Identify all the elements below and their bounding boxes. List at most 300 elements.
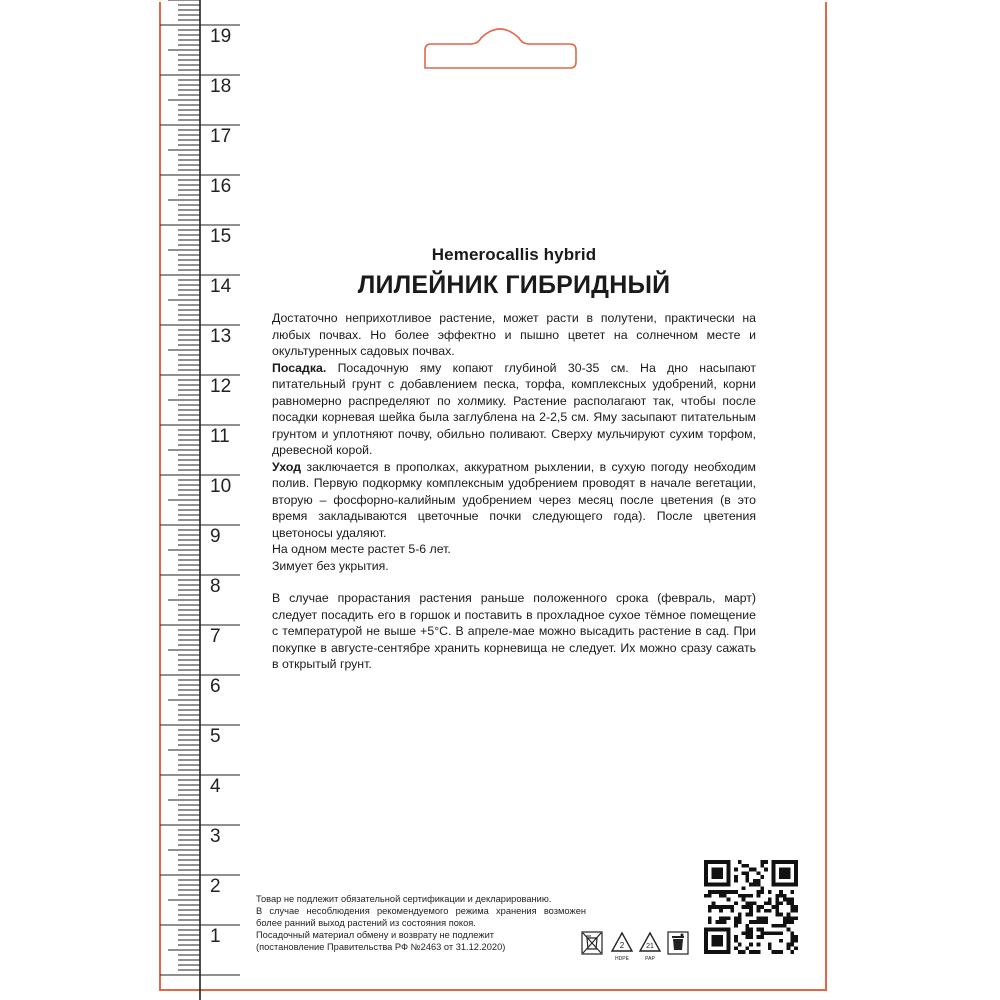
qr-module — [749, 894, 753, 898]
qr-module — [772, 883, 776, 887]
qr-module — [704, 928, 708, 932]
qr-module — [775, 894, 779, 898]
qr-module — [753, 879, 757, 883]
qr-module — [742, 894, 746, 898]
no-trash-icon — [580, 930, 604, 964]
qr-module — [760, 875, 764, 879]
qr-module — [749, 920, 753, 924]
qr-module — [790, 950, 794, 954]
qr-module — [760, 920, 764, 924]
qr-module — [727, 864, 731, 868]
qr-module — [708, 916, 712, 920]
qr-module — [708, 894, 712, 898]
qr-module — [727, 898, 731, 902]
qr-module — [772, 905, 776, 909]
latin-name: Hemerocallis hybrid — [431, 245, 597, 264]
qr-module — [790, 860, 794, 864]
qr-module — [775, 901, 779, 905]
qr-module — [790, 943, 794, 947]
qr-module — [787, 875, 791, 879]
qr-module — [712, 890, 716, 894]
qr-module — [787, 871, 791, 875]
qr-module — [708, 905, 712, 909]
qr-module — [783, 868, 787, 872]
qr-module — [719, 860, 723, 864]
qr-module — [779, 894, 783, 898]
qr-module — [749, 901, 753, 905]
qr-module — [712, 950, 716, 954]
recycle-pap-code: 21 — [646, 943, 654, 950]
qr-module — [794, 875, 798, 879]
qr-module — [715, 928, 719, 932]
qr-module — [719, 890, 723, 894]
qr-module — [719, 939, 723, 943]
qr-module — [787, 868, 791, 872]
qr-module — [779, 939, 783, 943]
recycle-pap-label: PAP — [645, 956, 655, 962]
qr-module — [745, 924, 749, 928]
qr-module — [794, 868, 798, 872]
trash-bin-icon — [666, 930, 690, 964]
qr-module — [727, 935, 731, 939]
qr-module — [715, 883, 719, 887]
packaging-icons — [580, 930, 692, 964]
qr-module — [734, 916, 738, 920]
qr-module — [719, 916, 723, 920]
qr-module — [742, 898, 746, 902]
qr-module — [727, 931, 731, 935]
qr-module — [719, 950, 723, 954]
qr-module — [794, 871, 798, 875]
qr-module — [745, 928, 749, 932]
qr-module — [745, 879, 749, 883]
qr-module — [779, 868, 783, 872]
qr-module — [760, 864, 764, 868]
qr-module — [772, 879, 776, 883]
qr-module — [719, 871, 723, 875]
qr-module — [745, 894, 749, 898]
qr-module — [727, 939, 731, 943]
qr-module — [783, 920, 787, 924]
qr-module — [704, 935, 708, 939]
qr-code — [704, 860, 798, 954]
qr-module — [727, 860, 731, 864]
qr-module — [772, 860, 776, 864]
ruler-ticks — [0, 0, 260, 1000]
qr-module — [787, 920, 791, 924]
qr-module — [753, 950, 757, 954]
qr-module — [790, 898, 794, 902]
qr-module — [727, 890, 731, 894]
qr-module — [723, 928, 727, 932]
recycle-hdpe-icon — [610, 930, 634, 964]
qr-module — [712, 905, 716, 909]
ruler-number: 6 — [210, 676, 221, 697]
qr-module — [704, 868, 708, 872]
qr-module — [738, 894, 742, 898]
qr-module — [723, 894, 727, 898]
qr-module — [727, 946, 731, 950]
planting-label: Посадка. — [272, 360, 327, 375]
qr-module — [749, 928, 753, 932]
ruler-number: 17 — [210, 126, 232, 147]
product-description — [272, 245, 756, 673]
qr-module — [768, 898, 772, 902]
qr-module — [783, 916, 787, 920]
qr-module — [772, 875, 776, 879]
one-place-line: На одном месте растет 5-6 лет. — [272, 542, 451, 556]
qr-module — [719, 868, 723, 872]
qr-module — [727, 950, 731, 954]
qr-module — [779, 950, 783, 954]
qr-module — [708, 883, 712, 887]
qr-module — [753, 901, 757, 905]
qr-module — [742, 864, 746, 868]
qr-module — [719, 905, 723, 909]
qr-module — [790, 931, 794, 935]
qr-module — [790, 920, 794, 924]
sprouting-paragraph: В случае прорастания растения раньше положенного срока (февраль, март) следует посадить его в горшок и поставить в прохладное сухое тёмное помещение с температурой не выше +5°С. В апреле-мае можно высадить растение в сад. При покупке в августе-сентябре хранить корневища не следует. Их можно сразу сажать в открытый грунт. — [272, 591, 756, 671]
qr-module — [779, 871, 783, 875]
qr-module — [790, 916, 794, 920]
planting-paragraph — [272, 360, 756, 459]
ruler-number: 16 — [210, 176, 232, 197]
qr-module — [764, 909, 768, 913]
qr-module — [790, 883, 794, 887]
qr-module — [794, 905, 798, 909]
qr-module — [745, 864, 749, 868]
ruler-number: 1 — [210, 926, 221, 947]
qr-module — [715, 860, 719, 864]
ruler-number: 19 — [210, 26, 232, 47]
qr-module — [749, 935, 753, 939]
qr-module — [742, 950, 746, 954]
qr-module — [757, 905, 761, 909]
qr-module — [757, 909, 761, 913]
care-label: Уход — [272, 459, 302, 474]
qr-module — [760, 931, 764, 935]
qr-module — [772, 871, 776, 875]
qr-module — [704, 875, 708, 879]
ruler — [0, 0, 260, 1000]
qr-module — [757, 871, 761, 875]
qr-module — [704, 946, 708, 950]
qr-module — [734, 924, 738, 928]
qr-module — [742, 886, 746, 890]
qr-module — [723, 860, 727, 864]
winter-line: Зимует без укрытия. — [272, 558, 389, 573]
qr-module — [794, 864, 798, 868]
ruler-number: 15 — [210, 226, 232, 247]
qr-module — [775, 898, 779, 902]
qr-module — [757, 879, 761, 883]
qr-module — [742, 931, 746, 935]
qr-module — [704, 931, 708, 935]
qr-module — [742, 905, 746, 909]
qr-module — [723, 916, 727, 920]
qr-module — [715, 868, 719, 872]
care-paragraph — [272, 459, 756, 542]
recycle-pap-icon — [638, 930, 662, 964]
qr-module — [715, 950, 719, 954]
qr-module — [715, 890, 719, 894]
qr-module — [727, 868, 731, 872]
qr-module — [712, 871, 716, 875]
qr-module — [787, 901, 791, 905]
qr-module — [760, 860, 764, 864]
qr-module — [775, 950, 779, 954]
qr-module — [772, 868, 776, 872]
qr-module — [745, 875, 749, 879]
ruler-number: 9 — [210, 526, 221, 547]
qr-module — [738, 920, 742, 924]
qr-module — [783, 871, 787, 875]
qr-module — [772, 950, 776, 954]
qr-module — [794, 916, 798, 920]
qr-module — [723, 920, 727, 924]
qr-module — [712, 928, 716, 932]
qr-module — [727, 943, 731, 947]
qr-module — [757, 920, 761, 924]
qr-module — [779, 860, 783, 864]
qr-module — [749, 905, 753, 909]
qr-module — [734, 920, 738, 924]
qr-module — [783, 898, 787, 902]
qr-module — [757, 935, 761, 939]
qr-module — [730, 890, 734, 894]
qr-module — [712, 868, 716, 872]
qr-module — [790, 905, 794, 909]
qr-module — [708, 920, 712, 924]
qr-module — [783, 860, 787, 864]
qr-module — [734, 939, 738, 943]
ruler-number: 3 — [210, 826, 221, 847]
qr-module — [723, 890, 727, 894]
qr-module — [787, 916, 791, 920]
qr-module — [794, 946, 798, 950]
qr-module — [757, 943, 761, 947]
ruler-number: 12 — [210, 376, 232, 397]
qr-module — [749, 868, 753, 872]
qr-module — [757, 883, 761, 887]
qr-module — [704, 871, 708, 875]
qr-module — [760, 935, 764, 939]
qr-module — [794, 939, 798, 943]
qr-module — [712, 875, 716, 879]
qr-module — [727, 916, 731, 920]
qr-module — [794, 909, 798, 913]
qr-module — [794, 883, 798, 887]
qr-module — [787, 860, 791, 864]
qr-module — [704, 883, 708, 887]
qr-module — [712, 935, 716, 939]
qr-module — [745, 901, 749, 905]
qr-module — [790, 935, 794, 939]
qr-module — [727, 928, 731, 932]
qr-module — [719, 909, 723, 913]
qr-module — [708, 950, 712, 954]
qr-module — [704, 939, 708, 943]
qr-module — [768, 931, 772, 935]
qr-module — [745, 871, 749, 875]
qr-module — [734, 890, 738, 894]
ruler-number: 7 — [210, 626, 221, 647]
ruler-number: 2 — [210, 876, 221, 897]
qr-module — [790, 909, 794, 913]
ruler-number: 18 — [210, 76, 232, 97]
qr-module — [727, 883, 731, 887]
qr-module — [704, 950, 708, 954]
ruler-number: 4 — [210, 776, 221, 797]
footer-line-4: (постановление Правительства РФ №2463 от 31.12.2020) — [256, 942, 506, 952]
qr-module — [794, 879, 798, 883]
qr-module — [719, 920, 723, 924]
legal-footer — [256, 893, 586, 953]
qr-module — [768, 909, 772, 913]
qr-module — [779, 931, 783, 935]
qr-module — [790, 890, 794, 894]
qr-module — [775, 905, 779, 909]
qr-module — [779, 913, 783, 917]
qr-module — [715, 943, 719, 947]
product-title: ЛИЛЕЙНИК ГИБРИДНЫЙ — [357, 271, 671, 299]
qr-module — [783, 875, 787, 879]
qr-module — [715, 875, 719, 879]
footer-line-1: Товар не подлежит обязательной сертификации и декларированию. — [256, 894, 552, 904]
qr-module — [749, 913, 753, 917]
qr-module — [719, 935, 723, 939]
qr-module — [775, 909, 779, 913]
footer-line-2: В случае несоблюдения рекомендуемого режима хранения возможен более ранний выход растений из состояния покоя. — [256, 906, 586, 928]
qr-module — [708, 890, 712, 894]
qr-module — [704, 860, 708, 864]
qr-module — [757, 890, 761, 894]
hang-hole — [425, 29, 576, 68]
qr-module — [757, 894, 761, 898]
qr-module — [749, 943, 753, 947]
qr-module — [753, 883, 757, 887]
care-text: заключается в прополках, аккуратном рыхлении, в сухую погоду необходим полив. Первую подкормку комплексным удобрением проводят в начале вегетации, вторую – фосфорно-калийным удобрением через месяц после цветения (в это время закладываются цветочные почки следующего года). После цветения цветоносы удаляют. — [272, 459, 756, 540]
qr-module — [727, 875, 731, 879]
qr-module — [734, 946, 738, 950]
qr-module — [738, 943, 742, 947]
qr-module — [772, 931, 776, 935]
qr-module — [704, 864, 708, 868]
qr-module — [779, 901, 783, 905]
qr-module — [790, 901, 794, 905]
qr-module — [757, 950, 761, 954]
qr-module — [775, 913, 779, 917]
qr-module — [715, 905, 719, 909]
qr-module — [787, 883, 791, 887]
qr-module — [757, 916, 761, 920]
qr-module — [727, 879, 731, 883]
qr-module — [783, 883, 787, 887]
qr-module — [779, 883, 783, 887]
qr-module — [787, 913, 791, 917]
ruler-number: 5 — [210, 726, 221, 747]
qr-module — [790, 939, 794, 943]
qr-module — [708, 860, 712, 864]
qr-module — [730, 909, 734, 913]
qr-module — [787, 898, 791, 902]
qr-module — [753, 868, 757, 872]
qr-module — [719, 928, 723, 932]
qr-module — [715, 920, 719, 924]
qr-module — [738, 913, 742, 917]
ruler-number: 11 — [210, 426, 230, 447]
qr-module — [704, 943, 708, 947]
qr-module — [794, 935, 798, 939]
qr-module — [768, 943, 772, 947]
qr-module — [712, 939, 716, 943]
qr-module — [727, 871, 731, 875]
ruler-number: 8 — [210, 576, 221, 597]
qr-module — [779, 890, 783, 894]
qr-module — [753, 920, 757, 924]
qr-module — [719, 875, 723, 879]
qr-module — [730, 905, 734, 909]
qr-module — [727, 905, 731, 909]
qr-module — [745, 905, 749, 909]
qr-module — [734, 868, 738, 872]
qr-module — [734, 935, 738, 939]
ruler-number: 13 — [210, 326, 232, 347]
qr-module — [715, 871, 719, 875]
qr-module — [764, 860, 768, 864]
qr-module — [708, 928, 712, 932]
qr-module — [738, 860, 742, 864]
recycle-hdpe-label: HDPE — [615, 956, 629, 962]
qr-module — [723, 883, 727, 887]
qr-module — [712, 860, 716, 864]
qr-module — [742, 871, 746, 875]
qr-module — [712, 883, 716, 887]
qr-module — [719, 883, 723, 887]
qr-module — [738, 916, 742, 920]
qr-module — [712, 901, 716, 905]
qr-module — [719, 894, 723, 898]
intro-paragraph: Достаточно неприхотливое растение, может расти в полутени, практически на любых почвах. Но более эффектно и пышно цветет на солнечном месте и окультуренных садовых почвах. — [272, 311, 756, 358]
recycle-hdpe-code: 2 — [619, 941, 625, 950]
qr-module — [734, 875, 738, 879]
qr-module — [745, 931, 749, 935]
qr-module — [704, 894, 708, 898]
qr-module — [783, 924, 787, 928]
qr-module — [787, 928, 791, 932]
qr-module — [768, 890, 772, 894]
qr-module — [719, 943, 723, 947]
qr-module — [775, 931, 779, 935]
qr-module — [749, 883, 753, 887]
qr-module — [794, 860, 798, 864]
qr-module — [775, 883, 779, 887]
planting-text: Посадочную яму копают глубиной 30-35 см. На дно насыпают питательный грунт с добавлением песка, торфа, комплексных удобрений, корни равномерно распределяют по холмику. Растение располагают так, чтобы после посадки корневая шейка была заглублена на 2-2,5 см. Яму засыпают питательным грунтом и уплотняют почву, обильно поливают. Сверху мульчируют сухим торфом, древесной корой. — [272, 360, 756, 457]
qr-module — [760, 916, 764, 920]
qr-module — [723, 905, 727, 909]
qr-module — [764, 916, 768, 920]
qr-module — [764, 931, 768, 935]
qr-module — [715, 935, 719, 939]
qr-module — [768, 901, 772, 905]
qr-module — [779, 924, 783, 928]
qr-module — [772, 864, 776, 868]
qr-module — [768, 946, 772, 950]
qr-module — [749, 909, 753, 913]
qr-module — [779, 875, 783, 879]
qr-module — [787, 943, 791, 947]
qr-module — [708, 909, 712, 913]
